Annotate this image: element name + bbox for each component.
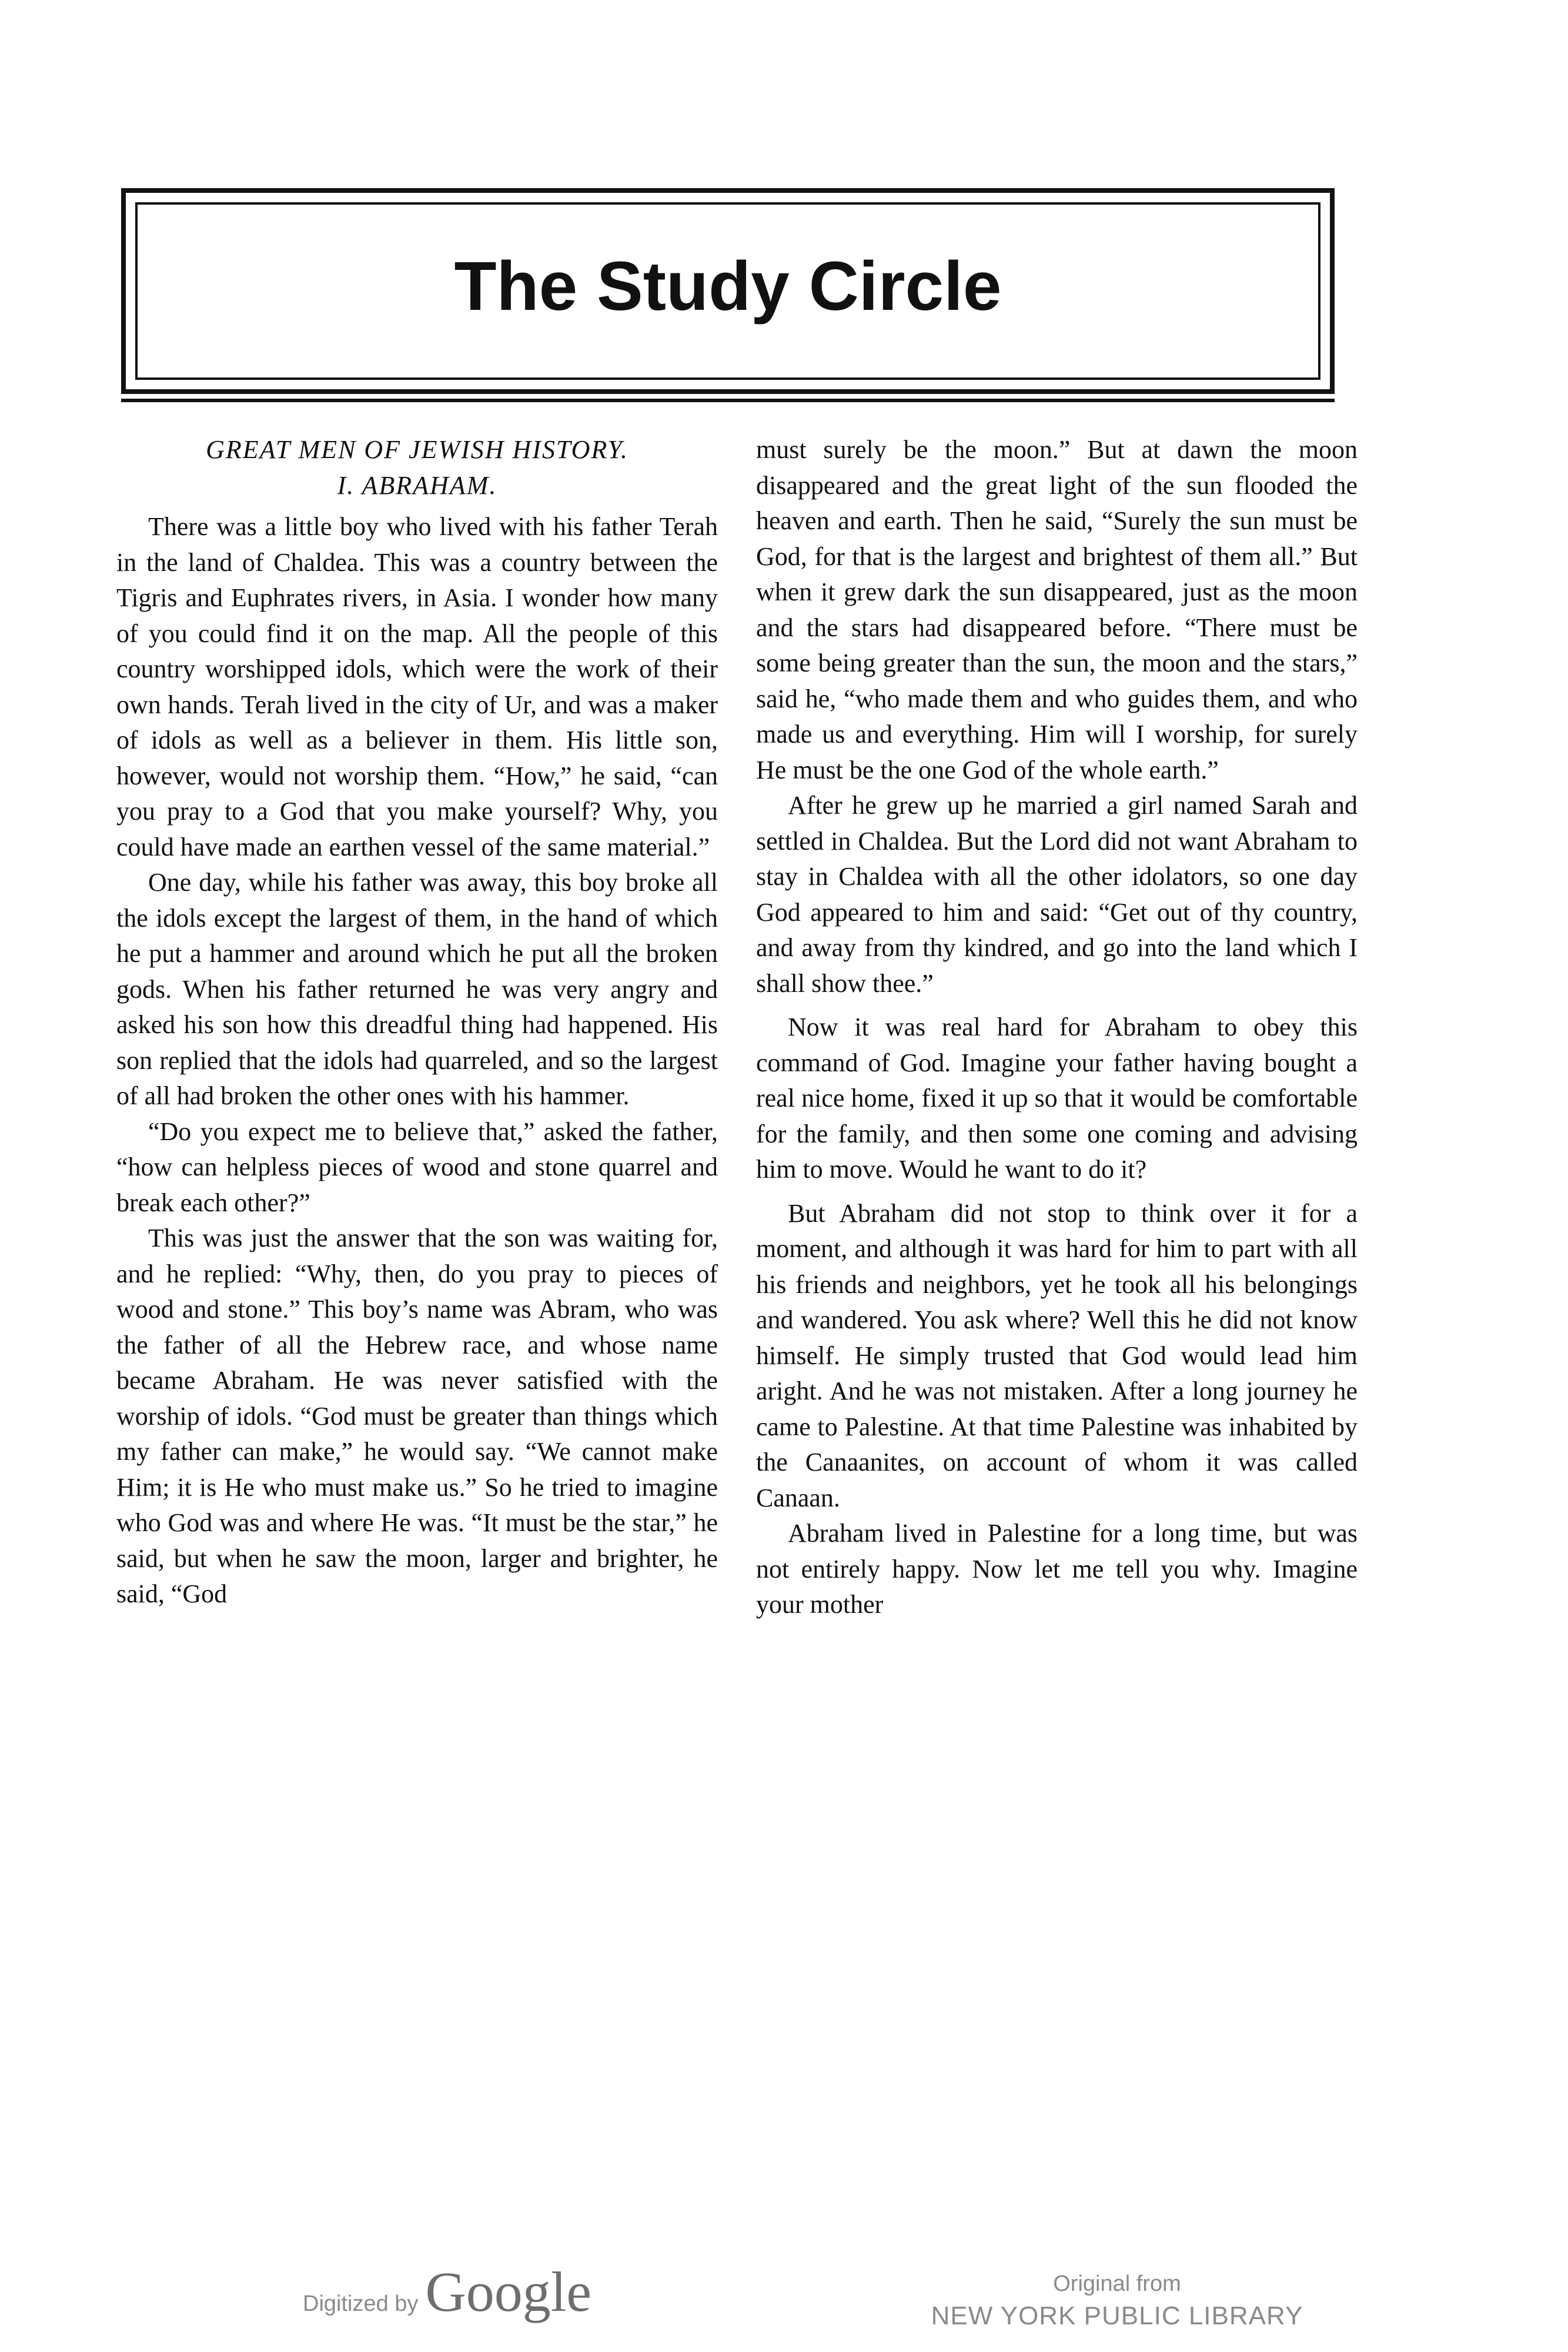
- library-name: NEW YORK PUBLIC LIBRARY: [931, 2301, 1303, 2330]
- paragraph-left-2: One day, while his father was away, this boy broke all the idols except the largest of them, in the hand of which he put a hammer and around which he put all the broken gods. When his father returned he was very angry and asked his son how this dreadful thing had happened. His son replied that the idols had quarreled, and so the largest of all had broken the other ones with his hammer.: [116, 868, 718, 1110]
- article-heading: GREAT MEN OF JEWISH HISTORY.: [206, 435, 628, 464]
- paragraph-right-4: But Abraham did not stop to think over it for a moment, and although it was hard for him to part with all his friends and neighbors, yet he took all his belongings and wandered. You ask where? Well this he did not know himself. He simply trusted that God would lead him aright. And he was not mistaken. After a long journey he came to Palestine. At that time Palestine was inhabited by the Canaanites, on account of whom it was called Canaan.: [756, 1198, 1358, 1512]
- title-frame: [121, 188, 1335, 394]
- digitized-by-text: Digitized by: [303, 2291, 419, 2316]
- paragraph-right-3: Now it was real hard for Abraham to obey this command of God. Imagine your father having bought a real nice home, fixed it up so that it would be comfortable for the family, and then some one coming and advising him to move. Would he want to do it?: [756, 1013, 1358, 1184]
- paragraph-left-1: There was a little boy who lived with his father Terah in the land of Chaldea. This was a country between the Tigris and Euphrates rivers, in Asia. I wonder how many of you could find it on the map. All the people of this country worshipped idols, which were the work of their own hands. Terah lived in the city of Ur, and was a maker of idols as well as a believer in them. His little son, however, would not worship them. “How,” he said, “can you pray to a God that you make yourself? Why, you could have made an earthen vessel of the same material.”: [116, 512, 718, 861]
- right-column: [756, 432, 1358, 1623]
- paragraph-left-3: “Do you expect me to believe that,” asked the father, “how can helpless pieces of wood and stone quarrel and break each other?”: [116, 1117, 718, 1217]
- paragraph-left-4: This was just the answer that the son was waiting for, and he replied: “Why, then, do you pray to pieces of wood and stone.” This boy’s name was Abram, who was the father of all the Hebrew race, and whose name became Abraham. He was never satisfied with the worship of idols. “God must be greater than things which my father can make,” he would say. “We cannot make Him; it is He who must make us.” So he tried to imagine who God was and where He was. “It must be the star,” he said, but when he saw the moon, larger and brighter, he said, “God: [116, 1224, 718, 1608]
- digitized-by-watermark: [303, 2259, 591, 2324]
- page-title: The Study Circle: [454, 248, 1002, 325]
- left-column: [116, 432, 718, 1612]
- original-from-text: Original from: [1053, 2271, 1181, 2296]
- paragraph-right-5: Abraham lived in Palestine for a long time, but was not entirely happy. Now let me tell you why. Imagine your mother: [756, 1519, 1358, 1619]
- paragraph-right-2: After he grew up he married a girl named Sarah and settled in Chaldea. But the Lord did not want Abraham to stay in Chaldea with all the other idolators, so one day God appeared to him and said: “Get out of thy country, and away from thy kindred, and go into the land which I shall show thee.”: [756, 791, 1358, 998]
- google-logo: Google: [425, 2260, 592, 2323]
- paragraph-right-1: must surely be the moon.” But at dawn the moon disappeared and the great light of the sun flooded the heaven and earth. Then he said, “Surely the sun must be God, for that is the largest and brightest of them all.” But when it grew dark the sun disappeared, just as the moon and the stars had disappeared before. “There must be some being greater than the sun, the moon and the stars,” said he, “who made them and who guides them, and who made us and everything. Him will I worship, for surely He must be the one God of the whole earth.”: [756, 435, 1358, 784]
- source-library-note: [905, 2269, 1329, 2333]
- article-subheading: I. ABRAHAM.: [337, 470, 497, 500]
